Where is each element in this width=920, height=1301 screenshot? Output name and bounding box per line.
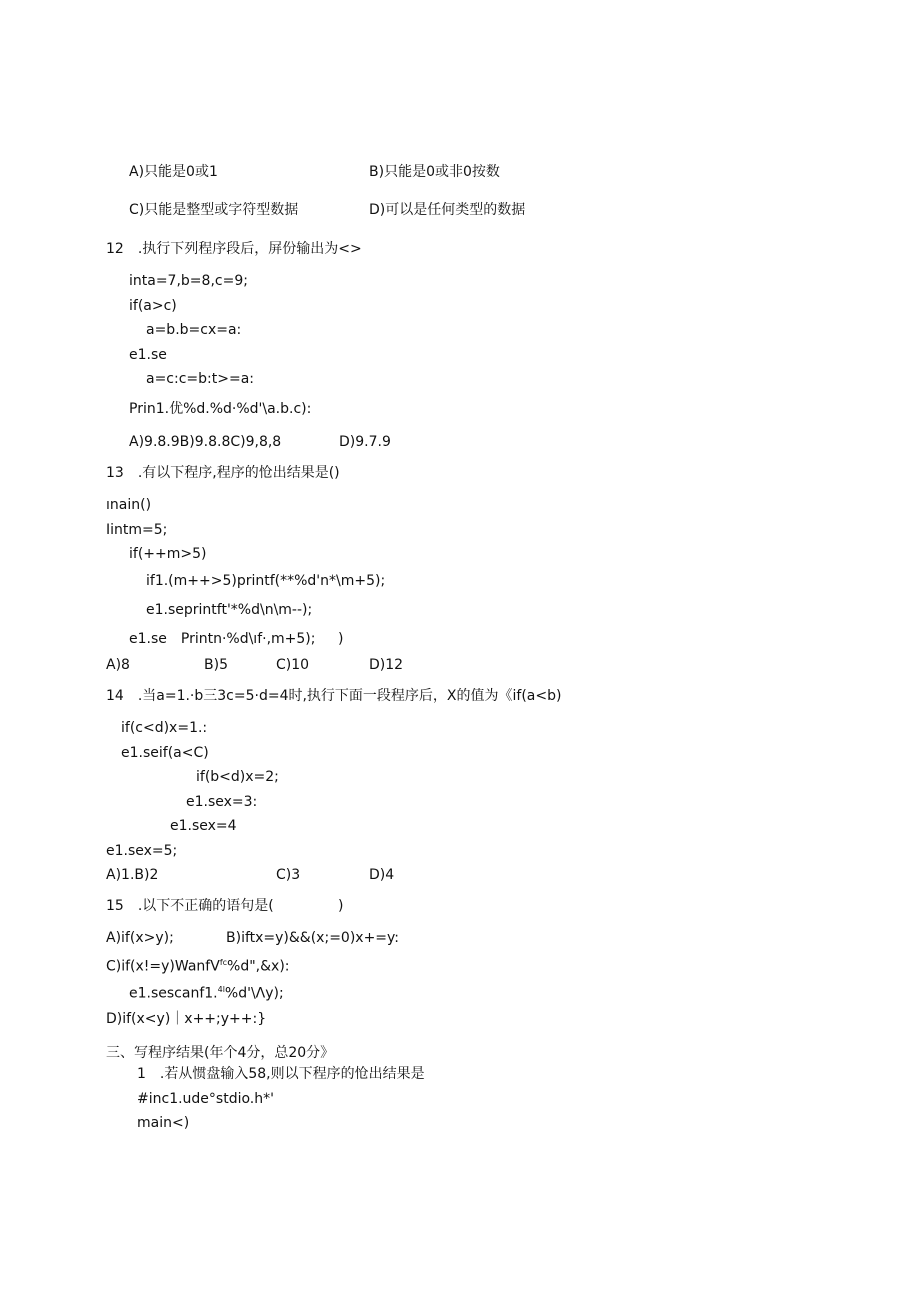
q14-stem: 14 .当a=1.·b三3c=5·d=4时,执行下面一段程序后，X的值为《if(a<b)	[106, 688, 562, 704]
q12-option-d: D)9.7.9	[339, 434, 391, 450]
q15-option-a: A)if(x>y);	[106, 930, 174, 946]
q14-options-ab: A)1.B)2	[106, 867, 159, 883]
q15-close-paren: )	[338, 898, 344, 914]
q15-option-d: D)if(x<y)｜x++;y++:}	[106, 1011, 267, 1027]
q12-code-line: a=b.b=cx=a:	[146, 322, 242, 338]
q12-code-line: if(a>c)	[129, 298, 177, 314]
p1-stem: 1 .若从惯盘输入58,则以下程序的怆出结果是	[137, 1066, 425, 1082]
q12-code-line: e1.se	[129, 347, 167, 363]
q13-code-line: ınain()	[106, 497, 152, 513]
q11-option-d: D)可以是任何类型的数据	[369, 202, 526, 218]
q15-option-c-continued: e1.sescanf1.$^{4l}$%d'\Λy);	[129, 985, 284, 1002]
q14-code-line: e1.seif(a<C)	[121, 745, 209, 761]
q13-option-a: A)8	[106, 657, 130, 673]
q13-close-paren: )	[338, 631, 344, 647]
q11-option-a: A)只能是0或1	[129, 164, 218, 180]
q11-option-b: B)只能是0或非0按数	[369, 164, 500, 180]
q13-option-b: B)5	[204, 657, 228, 673]
q13-code-line: if(++m>5)	[129, 546, 207, 562]
q13-code-line: Iintm=5;	[106, 522, 168, 538]
q15-option-b: B)iftx=y)&&(x;=0)x+=y:	[226, 930, 400, 946]
q13-stem: 13 .有以下程序,程序的怆出结果是()	[106, 465, 340, 481]
q14-code-line: e1.sex=3:	[186, 794, 258, 810]
q12-options-abc: A)9.8.9B)9.8.8C)9,8,8	[129, 434, 282, 450]
q13-option-d: D)12	[369, 657, 404, 673]
p1-code-line: #inc1.ude°stdio.h*'	[137, 1091, 274, 1107]
q13-code-line: e1.se Printn·%d\ıf·,m+5);	[129, 631, 316, 647]
q14-option-d: D)4	[369, 867, 395, 883]
p1-code-line: main<)	[137, 1115, 190, 1131]
section-three-heading: 三、写程序结果(年个4分，总20分》	[106, 1045, 335, 1061]
q11-option-c: C)只能是整型或字符型数据	[129, 202, 299, 218]
q12-stem: 12 .执行下列程序段后，屏份输出为<>	[106, 241, 362, 257]
q14-option-c: C)3	[276, 867, 301, 883]
q12-code-line: Prin1.优%d.%d·%d'\a.b.c):	[129, 401, 312, 417]
q14-code-line: e1.sex=4	[170, 818, 237, 834]
q13-option-c: C)10	[276, 657, 310, 673]
q14-code-line: e1.sex=5;	[106, 843, 178, 859]
q13-code-line: if1.(m++>5)printf(**%d'n*\m+5);	[146, 573, 386, 589]
q15-stem: 15 .以下不正确的语句是(	[106, 898, 274, 914]
q12-code-line: a=c:c=b:t>=a:	[146, 371, 255, 387]
q15-option-c: C)if(x!=y)WanfV$^{fc}$%d",&x):	[106, 958, 290, 975]
q14-code-line: if(c<d)x=1.:	[121, 720, 208, 736]
q12-code-line: inta=7,b=8,c=9;	[129, 273, 248, 289]
q13-code-line: e1.seprintft'*%d\n\m--);	[146, 602, 313, 618]
q14-code-line: if(b<d)x=2;	[196, 769, 279, 785]
